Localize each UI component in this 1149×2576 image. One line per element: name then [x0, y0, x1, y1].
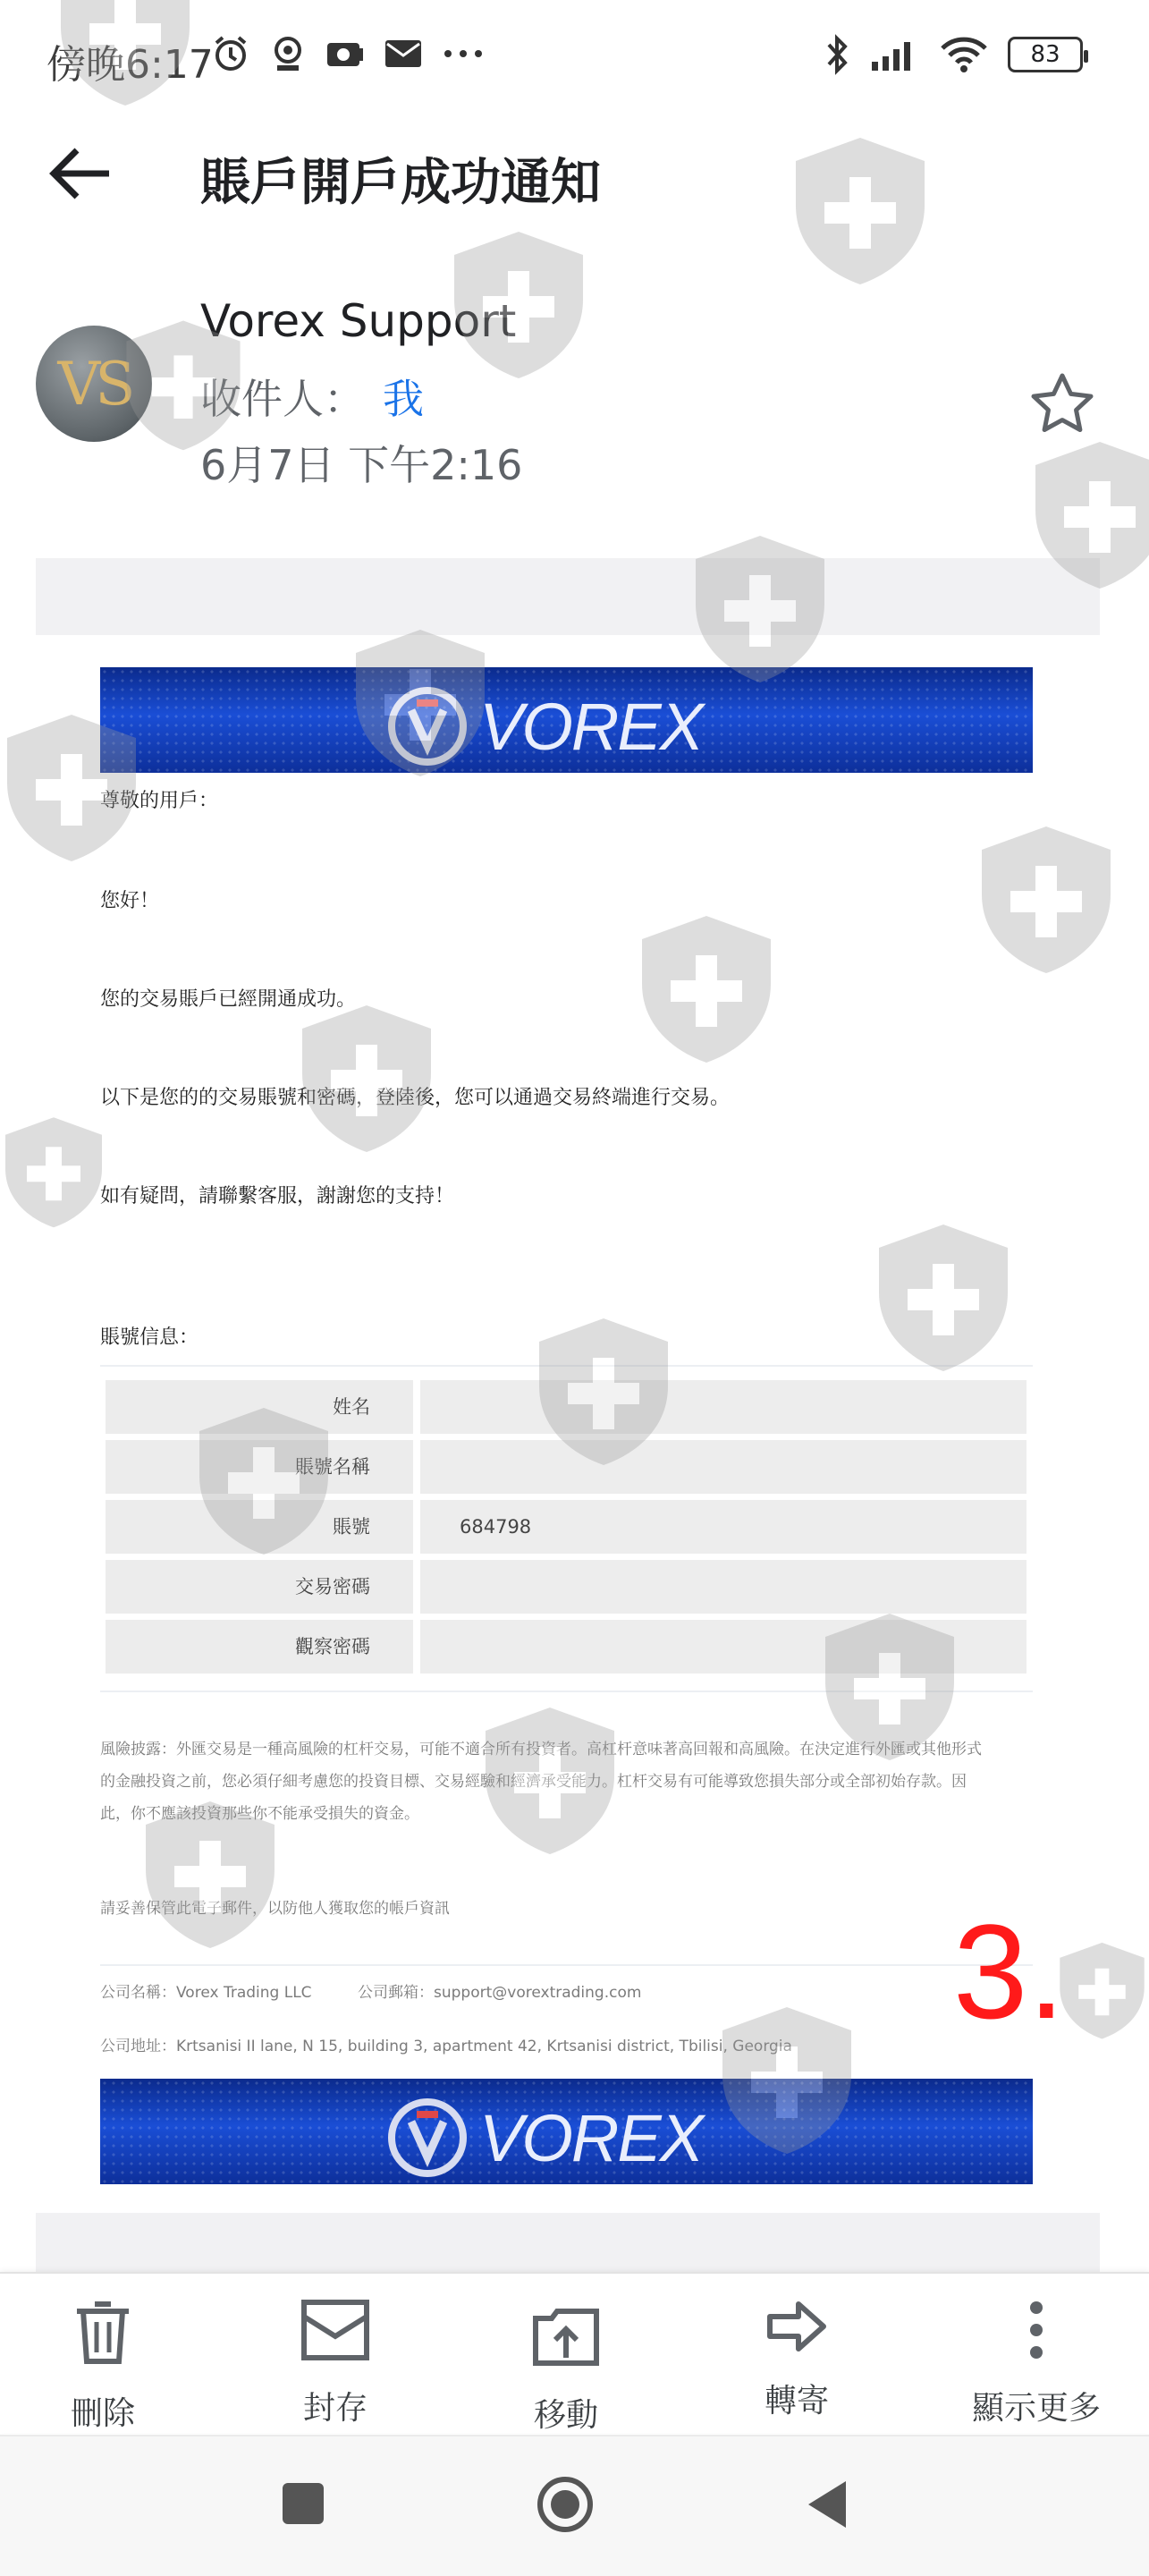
- move-icon: [530, 2299, 602, 2368]
- forward-label: 轉寄: [764, 2383, 829, 2419]
- watermark-shield-icon: [635, 912, 778, 1064]
- body-line-1: 您的交易賬戶已經開通成功。: [100, 988, 357, 1011]
- email-subject: 賬戶開戶成功通知: [200, 154, 601, 212]
- watermark-shield-icon: [789, 134, 932, 286]
- forward-button[interactable]: [716, 2299, 877, 2421]
- more-vert-icon: [1027, 2299, 1045, 2361]
- risk-disclosure-1: 風險披露：外匯交易是一種高風險的杠杆交易，可能不適合所有投資者。高杠杆意味著高回報和高風險。在決定進行外匯或其他形式: [100, 1741, 982, 1758]
- row-label: 賬號: [106, 1500, 413, 1554]
- alarm-icon: [211, 34, 250, 73]
- risk-disclosure-3: 此，你不應該投資那些你不能承受損失的資金。: [100, 1805, 419, 1823]
- account-info-title: 賬號信息：: [100, 1326, 199, 1349]
- email-date: 6月7日 下午2:16: [200, 441, 523, 489]
- table-row: [106, 1440, 1026, 1494]
- table-row: [106, 1620, 1026, 1674]
- status-icons-right: [824, 34, 1083, 75]
- table-row: [106, 1560, 1026, 1614]
- back-arrow-icon[interactable]: [45, 141, 116, 206]
- row-label: 觀察密碼: [106, 1620, 413, 1674]
- cell-signal-icon: [870, 37, 920, 72]
- account-table: [106, 1380, 1026, 1675]
- body-line-3: 如有疑問，請聯繫客服，謝謝您的支持！: [100, 1185, 455, 1208]
- row-value: [420, 1560, 1026, 1614]
- divider: [100, 1690, 1033, 1692]
- delete-label: 刪除: [70, 2395, 135, 2432]
- row-value: [420, 1620, 1026, 1674]
- table-row: [106, 1500, 1026, 1554]
- battery-indicator: 83: [1008, 37, 1083, 72]
- bluetooth-icon: [824, 34, 850, 75]
- more-dots-icon: [442, 47, 485, 60]
- vorex-logo-icon: [384, 683, 470, 769]
- recipient-label: 收件人：: [200, 375, 365, 423]
- vorex-banner-top: [100, 667, 1033, 773]
- more-button[interactable]: [947, 2299, 1126, 2428]
- sender-avatar[interactable]: VS: [36, 326, 152, 442]
- trash-icon: [72, 2299, 134, 2367]
- recents-square-icon[interactable]: [279, 2479, 327, 2528]
- archive-label: 封存: [302, 2390, 368, 2427]
- status-time: 傍晚6:17: [46, 42, 214, 88]
- row-value: 684798: [420, 1500, 1026, 1554]
- banner-brand: VORE: [479, 2100, 660, 2175]
- move-label: 移動: [533, 2397, 598, 2434]
- more-label: 顯示更多: [971, 2390, 1101, 2427]
- forward-icon: [765, 2299, 829, 2354]
- archive-button[interactable]: [255, 2299, 416, 2428]
- wifi-icon: [940, 36, 988, 73]
- risk-disclosure-2: 的金融投資之前，您必須仔細考慮您的投資目標、交易經驗和經濟承受能力。杠杆交易有可能導致您損失部分或全部初始存款。因: [100, 1773, 967, 1791]
- keep-safe-note: 請妥善保管此電子郵件，以防他人獲取您的帳戶資訊: [100, 1900, 450, 1918]
- email-bottom-band: [36, 2213, 1100, 2272]
- signal-app-icon: [270, 34, 306, 73]
- star-icon[interactable]: [1028, 370, 1096, 438]
- sender-name[interactable]: Vorex Support: [200, 295, 517, 347]
- watermark-shield-icon: [295, 1002, 438, 1154]
- row-label: 姓名: [106, 1380, 413, 1434]
- row-label: 交易密碼: [106, 1560, 413, 1614]
- row-label: 賬號名稱: [106, 1440, 413, 1494]
- archive-icon: [300, 2299, 370, 2361]
- mail-icon: [384, 38, 422, 69]
- vorex-logo-icon: [384, 2095, 470, 2181]
- banner-brand: VORE: [479, 689, 660, 764]
- greeting: 尊敬的用戶：: [100, 790, 219, 812]
- vorex-banner-bottom: [100, 2079, 1033, 2184]
- watermark-shield-icon: [975, 823, 1118, 975]
- watermark-shield-icon: [0, 1096, 107, 1248]
- divider: [100, 1365, 1033, 1367]
- divider: [100, 1964, 1033, 1966]
- watermark-shield-icon: [872, 1221, 1015, 1373]
- email-top-band: [36, 558, 1100, 635]
- system-nav-bar: [0, 2435, 1149, 2576]
- row-value: [420, 1440, 1026, 1494]
- home-circle-icon[interactable]: [535, 2474, 596, 2535]
- bottom-action-bar: [0, 2272, 1149, 2433]
- banner-brand-tail: X: [659, 689, 703, 764]
- annotation-number: 3.: [953, 1896, 1066, 2046]
- status-icons-left: [211, 34, 485, 73]
- banner-brand-tail: X: [659, 2100, 703, 2175]
- company-email[interactable]: 公司郵箱：support@vorextrading.com: [358, 1984, 642, 2002]
- row-value: [420, 1380, 1026, 1434]
- body-line-2: 以下是您的的交易賬號和密碼，登陸後，您可以通過交易終端進行交易。: [100, 1087, 731, 1109]
- move-button[interactable]: [486, 2299, 646, 2436]
- watermark-shield-icon: [1055, 1914, 1149, 2066]
- app-icon: [325, 36, 365, 72]
- company-name: 公司名稱：Vorex Trading LLC: [100, 1984, 312, 2002]
- back-triangle-icon[interactable]: [803, 2478, 851, 2531]
- company-address: 公司地址：Krtsanisi II lane, N 15, building 3, apartment 42, Krtsanisi district, Tbilisi, Georgia: [100, 2038, 792, 2055]
- hello: 您好！: [100, 890, 160, 912]
- recipient-value[interactable]: 我: [383, 375, 424, 423]
- table-row: [106, 1380, 1026, 1434]
- delete-button[interactable]: [22, 2299, 183, 2434]
